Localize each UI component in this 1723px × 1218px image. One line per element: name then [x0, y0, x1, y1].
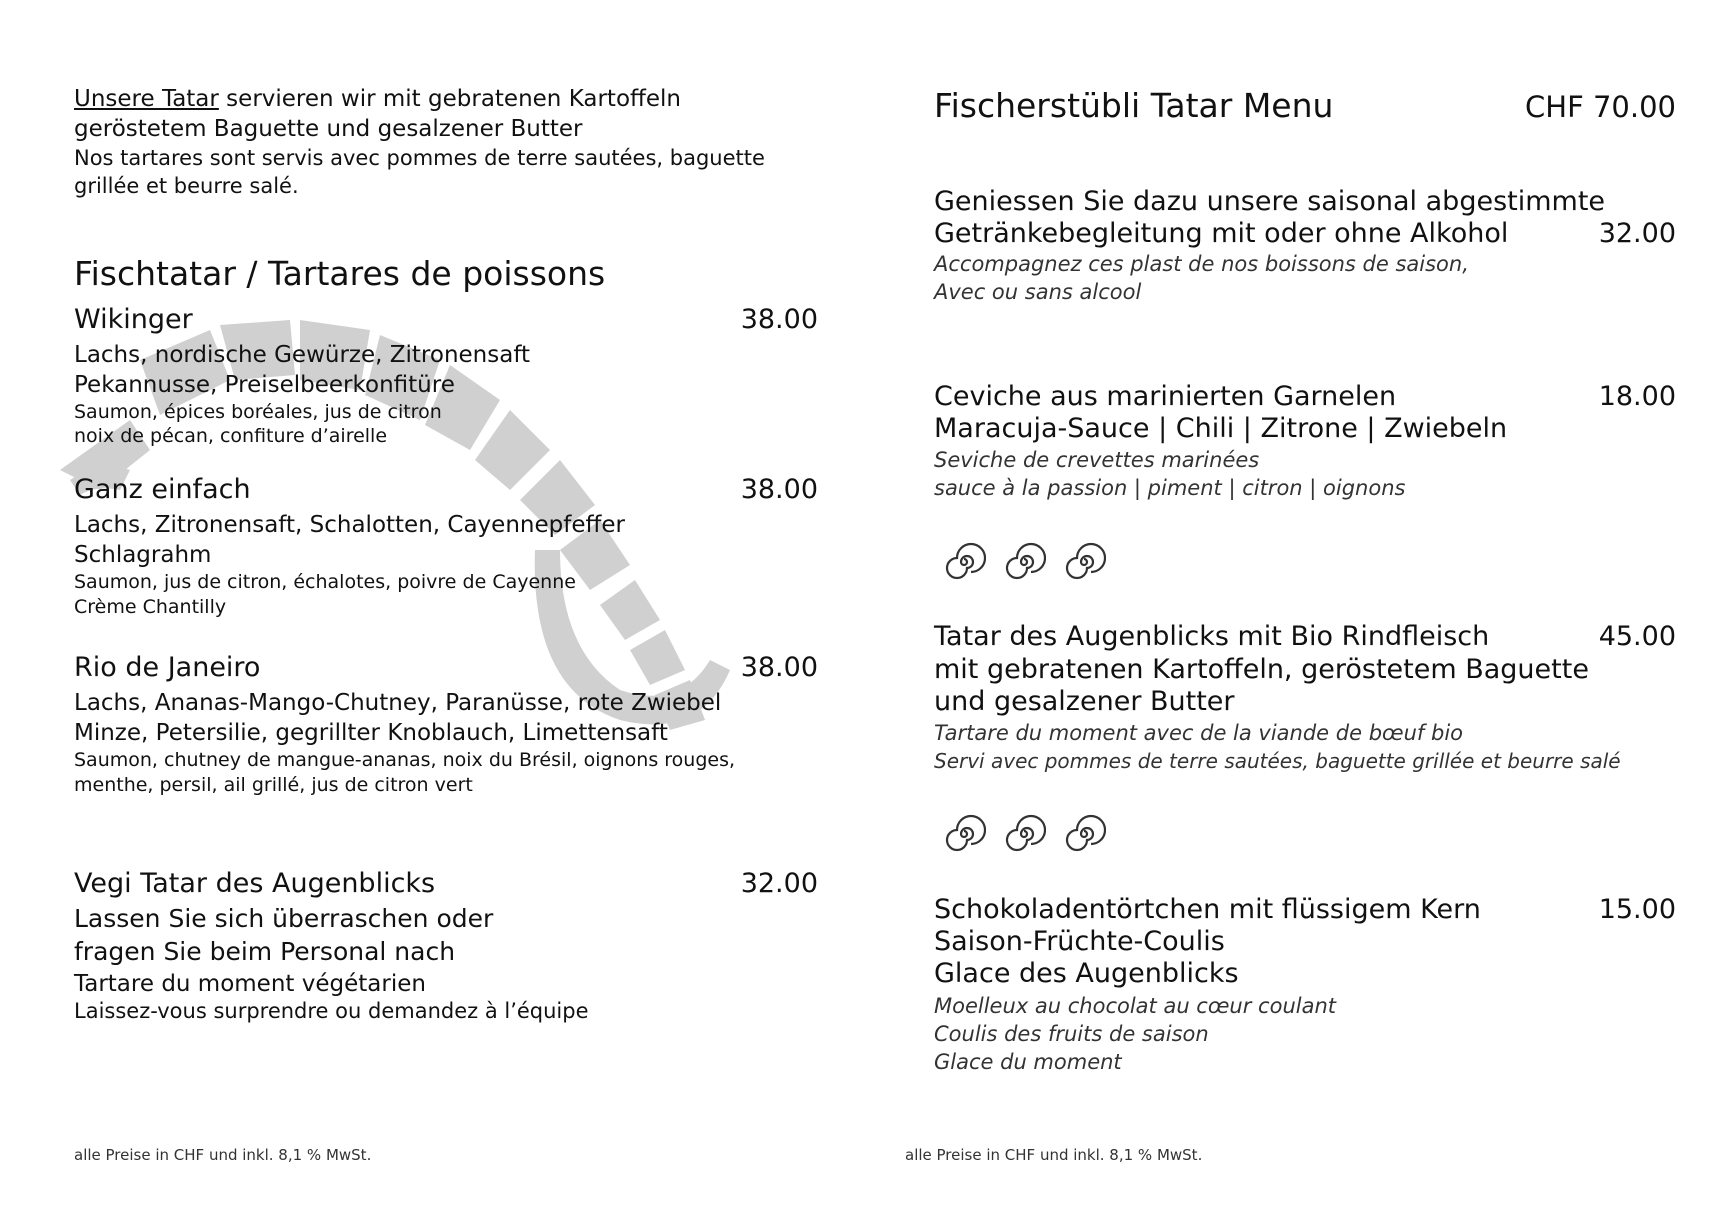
dessert-fr2: Coulis des fruits de saison	[934, 1022, 1209, 1046]
item-fr1: Saumon, jus de citron, échalotes, poivre de Cayenne	[74, 571, 576, 593]
intro-line2: geröstetem Baguette und gesalzener Butter	[74, 116, 583, 142]
item-de2: Minze, Petersilie, gegrillter Knoblauch, Limettensaft	[74, 720, 668, 746]
intro-underlined: Unsere Tatar	[74, 86, 219, 112]
dessert-fr3: Glace du moment	[934, 1050, 1122, 1074]
ceviche-price: 18.00	[1598, 381, 1676, 412]
tatar-price: 45.00	[1598, 621, 1676, 652]
tatar-de2: mit gebratenen Kartoffeln, geröstetem Baguette	[934, 654, 1589, 685]
item-name: Wikinger	[74, 304, 193, 335]
ceviche-de2: Maracuja-Sauce | Chili | Zitrone | Zwiebeln	[934, 413, 1508, 444]
item-fr2: menthe, persil, ail grillé, jus de citron vert	[74, 774, 473, 796]
intro-fr1: Nos tartares sont servis avec pommes de terre sautées, baguette	[74, 146, 765, 170]
spiral-icon	[1002, 540, 1046, 584]
tatar-de1: Tatar des Augenblicks mit Bio Rindfleisch	[934, 621, 1490, 652]
item-de1: Lachs, Ananas-Mango-Chutney, Paranüsse, rote Zwiebel	[74, 690, 722, 716]
tatar-fr1: Tartare du moment avec de la viande de bœuf bio	[934, 721, 1464, 745]
intro-text	[74, 84, 765, 200]
spiral-icon	[1002, 812, 1046, 856]
dessert-de3: Glace des Augenblicks	[934, 958, 1239, 989]
item-de2: Pekannusse, Preiselbeerkonfitüre	[74, 372, 455, 398]
item-price: 38.00	[740, 304, 818, 335]
item-price: 38.00	[740, 652, 818, 683]
tatar-fr2: Servi avec pommes de terre sautées, baguette grillée et beurre salé	[934, 749, 1621, 773]
dessert-fr1: Moelleux au chocolat au cœur coulant	[934, 994, 1337, 1018]
spiral-icon	[942, 540, 986, 584]
menu-title: Fischerstübli Tatar Menu	[934, 86, 1334, 125]
vegi-de2: fragen Sie beim Personal nach	[74, 937, 456, 966]
drinks-de2: Getränkebegleitung mit oder ohne Alkohol	[934, 218, 1509, 249]
item-de1: Lachs, Zitronensaft, Schalotten, Cayennepfeffer	[74, 512, 625, 538]
item-name: Ganz einfach	[74, 474, 251, 505]
item-de1: Lachs, nordische Gewürze, Zitronensaft	[74, 342, 531, 368]
drinks-fr1: Accompagnez ces plast de nos boissons de saison,	[934, 252, 1469, 276]
tatar-de3: und gesalzener Butter	[934, 686, 1235, 717]
ceviche-de1: Ceviche aus marinierten Garnelen	[934, 381, 1397, 412]
item-price: 38.00	[740, 474, 818, 505]
ceviche-fr1: Seviche de crevettes marinées	[934, 448, 1260, 472]
left-footer: alle Preise in CHF und inkl. 8,1 % MwSt.	[74, 1146, 372, 1164]
drinks-de1: Geniessen Sie dazu unsere saisonal abgestimmte	[934, 186, 1606, 217]
spiral-icon	[1062, 812, 1106, 856]
section-title: Fischtatar / Tartares de poissons	[74, 254, 606, 293]
vegi-name: Vegi Tatar des Augenblicks	[74, 868, 436, 899]
item-fr2: Crème Chantilly	[74, 596, 227, 618]
drinks-price: 32.00	[1598, 218, 1676, 249]
intro-line1: servieren wir mit gebratenen Kartoffeln	[218, 86, 681, 112]
item-fr1: Saumon, épices boréales, jus de citron	[74, 401, 442, 423]
item-fr1: Saumon, chutney de mangue-ananas, noix du Brésil, oignons rouges,	[74, 749, 736, 771]
vegi-fr1: Tartare du moment végétarien	[74, 971, 426, 997]
vegi-price: 32.00	[740, 868, 818, 899]
ceviche-fr2: sauce à la passion | piment | citron | oignons	[934, 476, 1406, 500]
dessert-de2: Saison-Früchte-Coulis	[934, 926, 1225, 957]
item-name: Rio de Janeiro	[74, 652, 261, 683]
menu-price: CHF 70.00	[1525, 90, 1676, 124]
spiral-icon	[1062, 540, 1106, 584]
vegi-fr2: Laissez-vous surprendre ou demandez à l’équipe	[74, 999, 589, 1023]
spiral-icon	[942, 812, 986, 856]
intro-fr2: grillée et beurre salé.	[74, 174, 299, 198]
right-footer: alle Preise in CHF und inkl. 8,1 % MwSt.	[905, 1146, 1203, 1164]
dessert-price: 15.00	[1598, 894, 1676, 925]
drinks-fr2: Avec ou sans alcool	[934, 280, 1142, 304]
item-de2: Schlagrahm	[74, 542, 212, 568]
vegi-de1: Lassen Sie sich überraschen oder	[74, 904, 494, 933]
item-fr2: noix de pécan, confiture d’airelle	[74, 425, 388, 447]
dessert-de1: Schokoladentörtchen mit flüssigem Kern	[934, 894, 1481, 925]
